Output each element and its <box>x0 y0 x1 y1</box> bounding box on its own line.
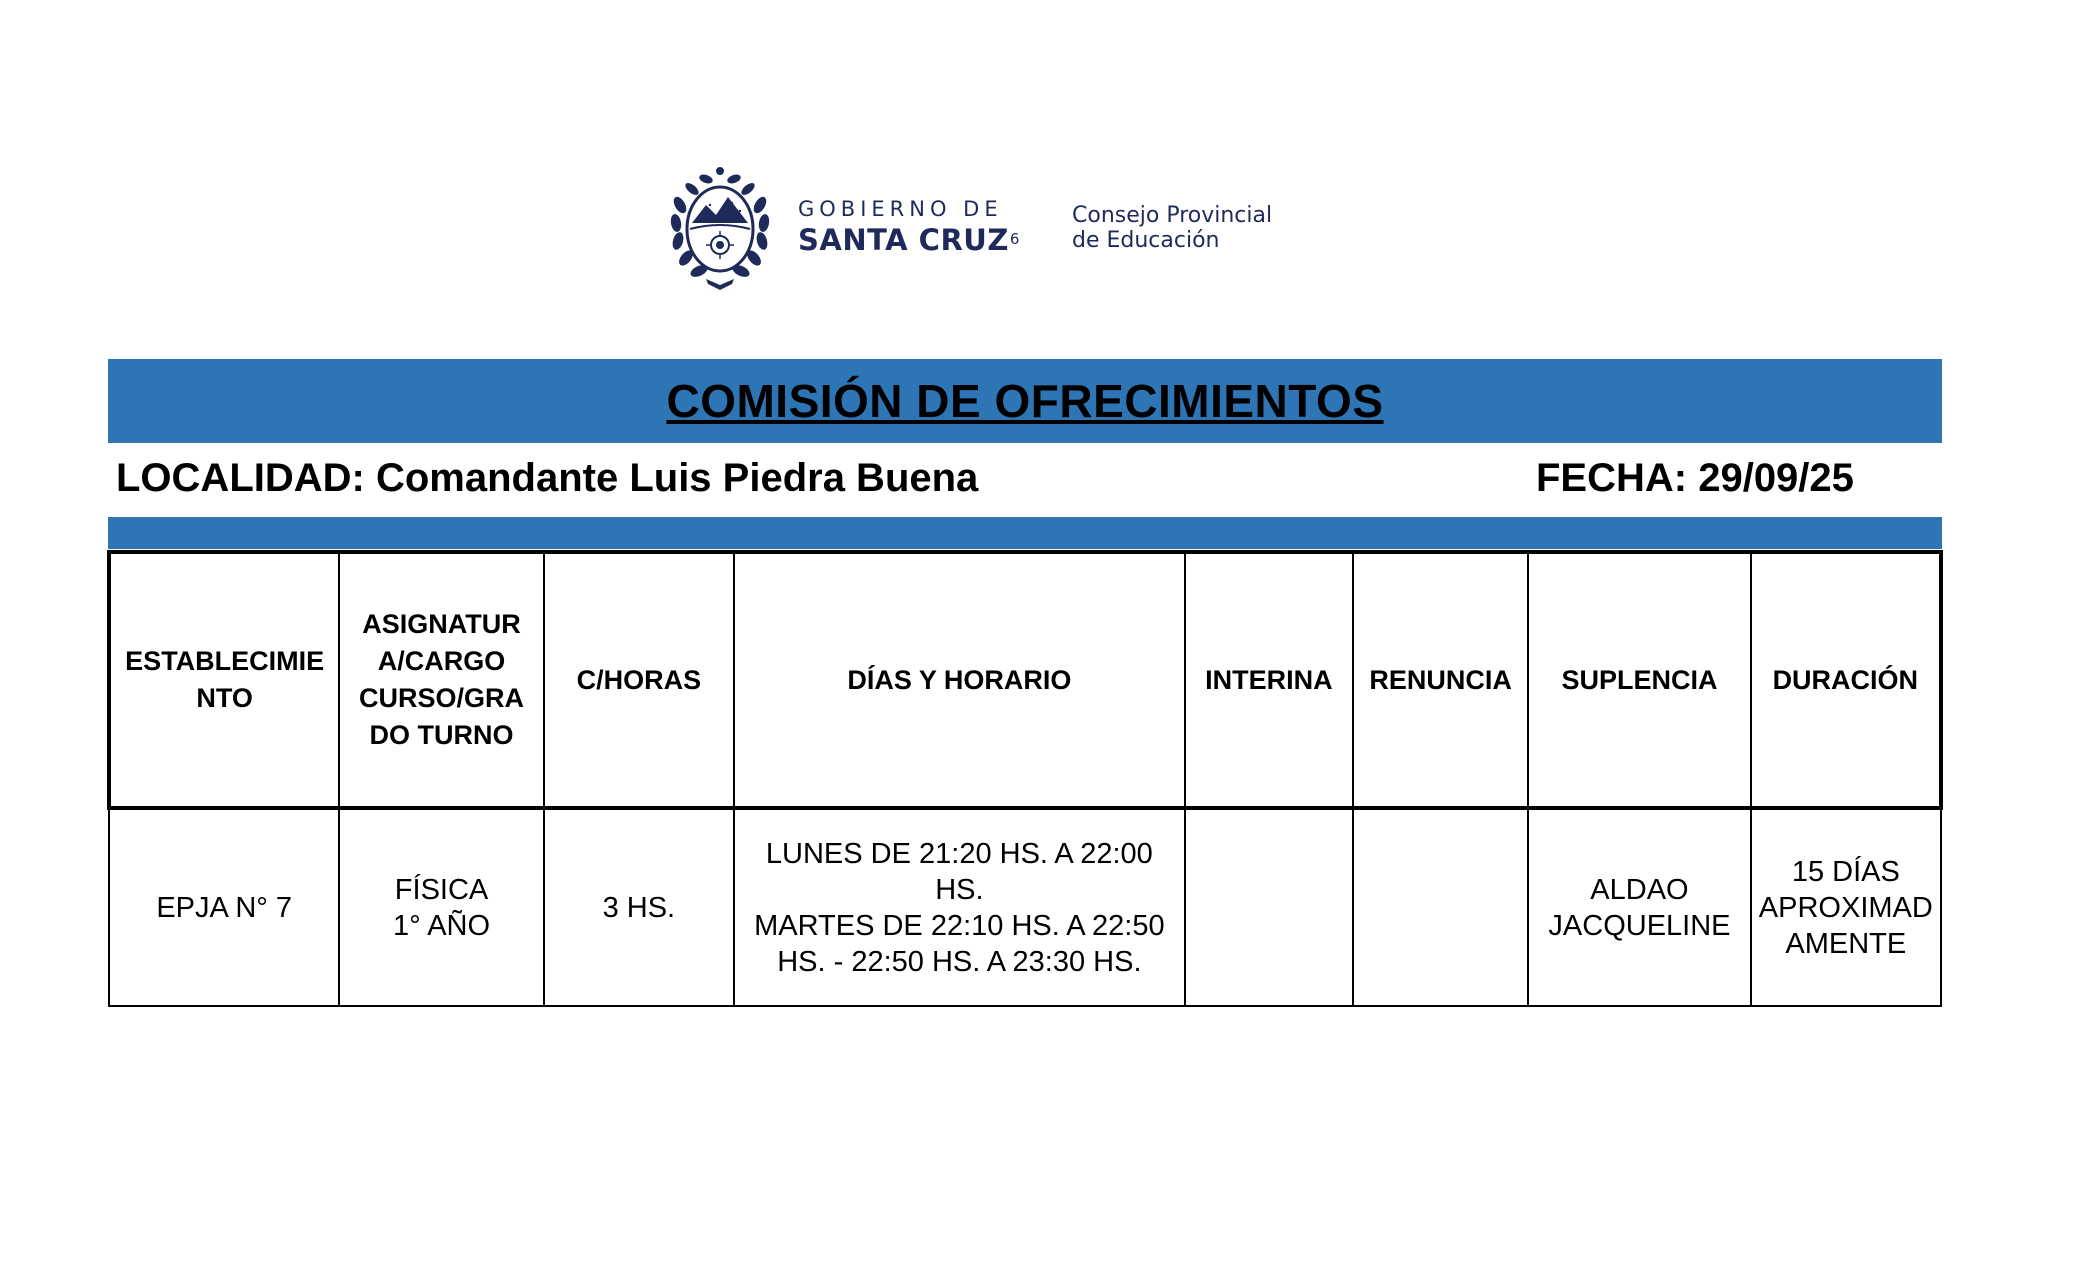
asignatura-line1: FÍSICA <box>394 873 489 906</box>
government-wordmark <box>798 197 1020 257</box>
title-band <box>108 359 1942 443</box>
header-establecimiento: ESTABLECIMIE NTO <box>109 552 339 808</box>
cell-asignatura <box>339 808 543 1006</box>
header-asignatura: ASIGNATUR A/CARGO CURSO/GRA DO TURNO <box>339 552 543 808</box>
header-suplencia: SUPLENCIA <box>1528 552 1750 808</box>
gov-mark: 6 <box>1009 230 1020 248</box>
fecha-label: FECHA: 29/09/25 <box>1536 456 1854 500</box>
header-duracion: DURACIÓN <box>1751 552 1941 808</box>
header-horas: C/HORAS <box>544 552 734 808</box>
council-line1: Consejo Provincial <box>1072 203 1273 228</box>
header-renuncia: RENUNCIA <box>1353 552 1528 808</box>
cell-duracion: 15 DÍAS APROXIMAD AMENTE <box>1751 808 1941 1006</box>
cell-suplencia: ALDAO JACQUELINE <box>1528 808 1750 1006</box>
cell-horas: 3 HS. <box>544 808 734 1006</box>
provincial-seal-icon <box>670 165 770 291</box>
header-horario: DÍAS Y HORARIO <box>734 552 1185 808</box>
localidad-label: LOCALIDAD: Comandante Luis Piedra Buena <box>116 456 979 500</box>
gov-line1: GOBIERNO DE <box>798 197 1003 221</box>
header-interina: INTERINA <box>1185 552 1353 808</box>
offers-table <box>107 550 1943 1007</box>
council-line2: de Educación <box>1072 228 1220 253</box>
horario-line1: LUNES DE 21:20 HS. A 22:00 HS. <box>765 837 1153 906</box>
cell-horario <box>734 808 1185 1006</box>
separator-band <box>108 517 1942 549</box>
page-title: COMISIÓN DE OFRECIMIENTOS <box>666 375 1384 427</box>
cell-renuncia <box>1353 808 1528 1006</box>
cell-establecimiento: EPJA N° 7 <box>109 808 339 1006</box>
header-logo <box>670 165 1310 295</box>
table-header-row <box>109 552 1941 808</box>
table-row <box>109 808 1941 1006</box>
council-wordmark <box>1072 203 1272 253</box>
cell-interina <box>1185 808 1353 1006</box>
horario-line2: MARTES DE 22:10 HS. A 22:50 HS. - 22:50 HS. A 23:30 HS. <box>754 909 1165 978</box>
asignatura-line2: 1° AÑO <box>393 909 491 942</box>
gov-name: SANTA CRUZ <box>798 223 1009 257</box>
gov-line2 <box>798 223 1020 257</box>
